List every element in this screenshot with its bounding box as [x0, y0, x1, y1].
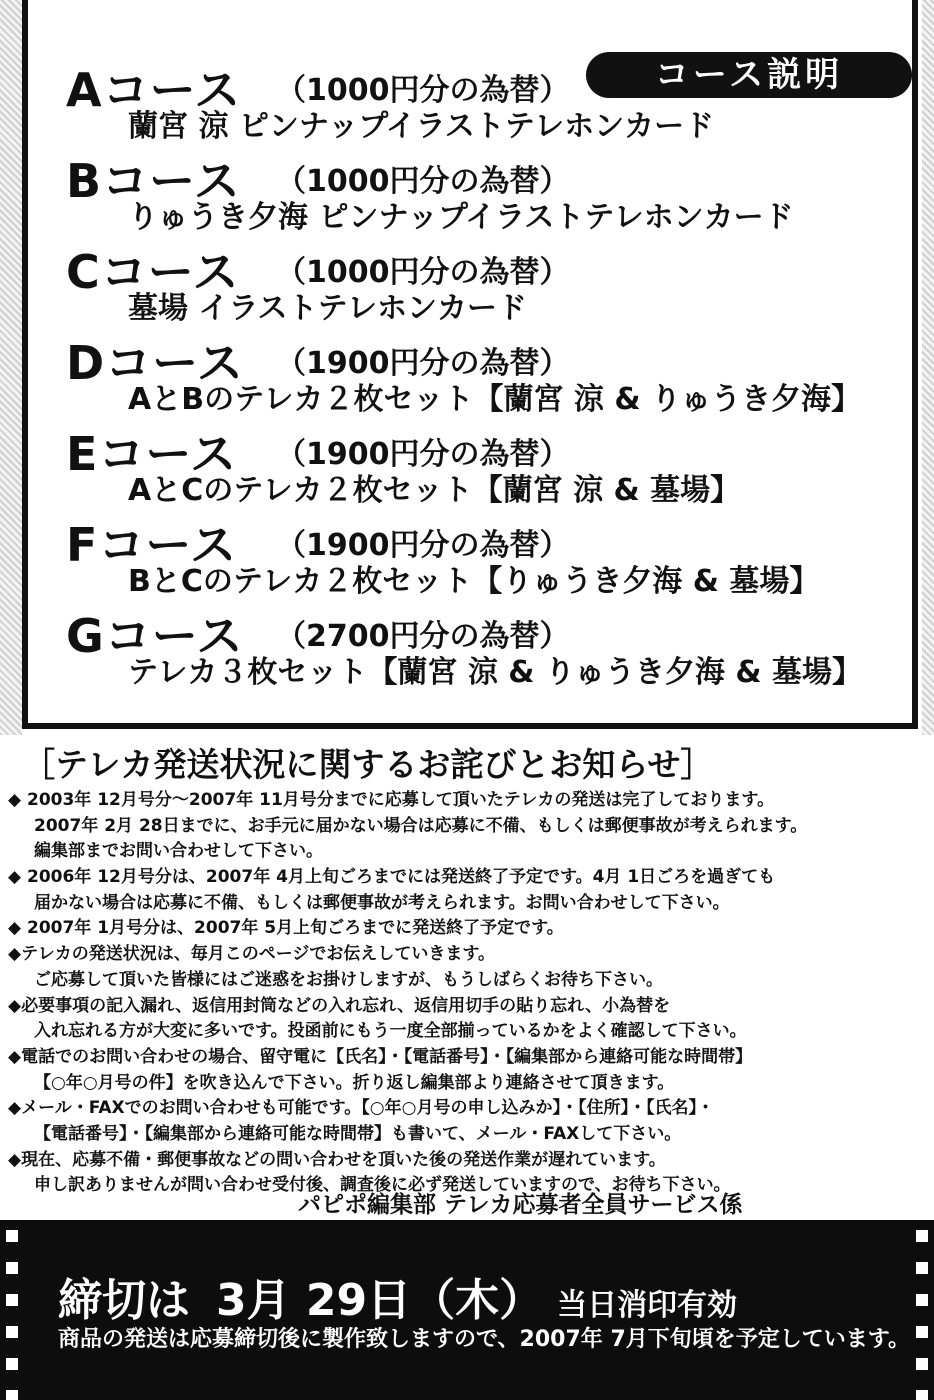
course-description: AとBのテレカ２枚セット【蘭宮 涼 & りゅうき夕海】 [128, 382, 861, 417]
editorial-signature: パピポ編集部 テレカ応募者全員サービス係 [298, 1192, 743, 1218]
film-perforation-left [6, 1220, 18, 1400]
notice-line: 入れ忘れる方が大変に多いです。投函前にもう一度全部揃っているかをよく確認して下さい。 [34, 1021, 747, 1042]
shipping-schedule: 商品の発送は応募締切後に製作致しますので、2007年 7月下旬頃を予定しています。 [58, 1327, 910, 1352]
film-perforation-right [916, 1220, 928, 1400]
notice-title: ［テレカ発送状況に関するお詫びとお知らせ］ [22, 745, 714, 784]
course-title: Gコース [66, 609, 244, 663]
course-description: AとCのテレカ２枚セット【蘭宮 涼 & 墓場】 [128, 473, 741, 508]
course-price: （1900円分の為替） [276, 346, 570, 381]
notice-line: ◆テレカの発送状況は、毎月このページでお伝えしていきます。 [8, 944, 496, 965]
course-title: Dコース [66, 336, 244, 390]
course-d [66, 327, 861, 419]
course-e [66, 418, 740, 510]
course-price: （1000円分の為替） [276, 255, 570, 290]
course-price: （1000円分の為替） [276, 164, 570, 199]
course-price: （2700円分の為替） [276, 619, 570, 654]
notice-line: ◆電話でのお問い合わせの場合、留守電に【氏名】・【電話番号】・【編集部から連絡可能な時間帯】 [8, 1046, 753, 1067]
notice-line: ◆ 2003年 12月号分～2007年 11月号分までに応募して頂いたテレカの発送は完了しております。 [8, 790, 775, 810]
course-description: りゅうき夕海 ピンナップイラストテレホンカード [128, 200, 794, 235]
course-title: Cコース [66, 245, 240, 299]
course-title: Eコース [66, 427, 238, 481]
notice-line: ◆ 2007年 1月号分は、2007年 5月上旬ごろまでに発送終了予定です。 [8, 918, 564, 939]
course-title: Fコース [66, 518, 238, 572]
notice-line: 届かない場合は応募に不備、もしくは郵便事故が考えられます。お問い合わせして下さい。 [34, 892, 730, 913]
right-screentone-edge [922, 0, 934, 735]
course-f [66, 509, 819, 601]
course-description: BとCのテレカ２枚セット【りゅうき夕海 & 墓場】 [128, 564, 820, 599]
notice-line: 【電話番号】・【編集部から連絡可能な時間帯】も書いて、メール・FAXして下さい。 [34, 1123, 682, 1144]
notice-line: 編集部までお問い合わせして下さい。 [34, 841, 323, 862]
course-g [66, 600, 862, 692]
course-price: （1900円分の為替） [276, 437, 570, 472]
deadline-date: 3月 29日（木） [216, 1275, 544, 1326]
notice-line: 【○年○月号の件】を吹き込んで下さい。折り返し編集部より連絡させて頂きます。 [34, 1072, 675, 1093]
course-b [66, 145, 794, 237]
notice-line: 2007年 2月 28日までに、お手元に届かない場合は応募に不備、もしくは郵便事故が考えられます。 [34, 815, 808, 836]
notice-line: ◆必要事項の記入漏れ、返信用封筒などの入れ忘れ、返信用切手の貼り忘れ、小為替を [8, 995, 671, 1016]
course-title: Bコース [66, 154, 241, 208]
course-c [66, 236, 570, 328]
left-screentone-edge [0, 0, 22, 735]
notice-line: ◆ 2006年 12月号分は、2007年 4月上旬ごろまでには発送終了予定です。4月 1日ごろを過ぎても [8, 867, 776, 888]
postmark-note: 当日消印有効 [557, 1288, 738, 1323]
notice-line: 申し訳ありませんが問い合わせ受付後、調査後に必ず発送していますので、お待ち下さい。 [34, 1175, 731, 1196]
notice-line: ご応募して頂いた皆様にはご迷惑をお掛けしますが、もうしばらくお待ち下さい。 [34, 969, 663, 990]
deadline-label: 締切は [58, 1275, 190, 1326]
course-a [66, 54, 714, 146]
deadline-banner [0, 1220, 934, 1400]
deadline-headline [58, 1264, 737, 1328]
course-title: Aコース [66, 63, 242, 117]
course-description: 蘭宮 涼 ピンナップイラストテレホンカード [128, 109, 715, 144]
course-description-badge: コース説明 [586, 52, 912, 98]
course-description: 墓場 イラストテレホンカード [128, 291, 527, 326]
course-description: テレカ３枚セット【蘭宮 涼 & りゅうき夕海 & 墓場】 [128, 655, 862, 690]
notice-line: ◆メール・FAXでのお問い合わせも可能です。【○年○月号の申し込みか】・【住所】・【氏名】・ [8, 1098, 714, 1119]
shipping-notice [0, 742, 934, 1199]
course-price: （1900円分の為替） [276, 528, 570, 563]
notice-line: ◆現在、応募不備・郵便事故などの問い合わせを頂いた後の発送作業が遅れています。 [8, 1149, 666, 1170]
course-price: （1000円分の為替） [276, 73, 570, 108]
